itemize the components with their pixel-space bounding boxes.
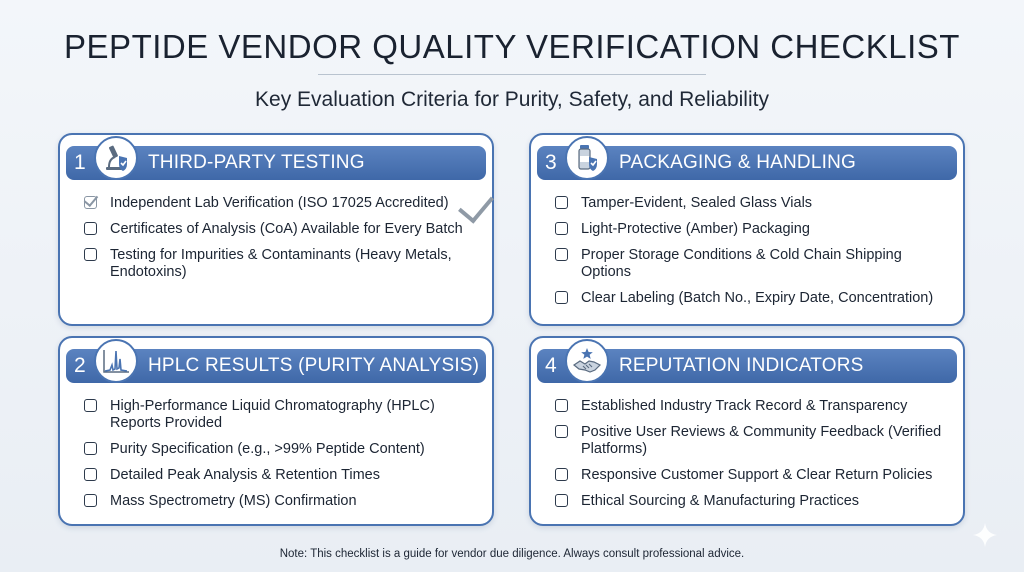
section-header <box>537 349 957 383</box>
section-header <box>66 146 486 180</box>
checklist-item <box>84 195 482 212</box>
section-number: 1 <box>74 151 86 174</box>
section-number: 4 <box>545 354 557 377</box>
section-third-party-testing <box>58 133 494 326</box>
checkbox[interactable] <box>555 399 568 412</box>
checklist-item <box>555 195 953 212</box>
sparkle-icon <box>972 522 998 548</box>
checklist-item-label: Clear Labeling (Batch No., Expiry Date, Concentration) <box>581 290 934 306</box>
checkbox[interactable] <box>84 468 97 481</box>
checkbox[interactable] <box>84 222 97 235</box>
checklist-item-label: Ethical Sourcing & Manufacturing Practices <box>581 493 860 509</box>
checklist-item-label: Proper Storage Conditions & Cold Chain Shipping Options <box>581 247 902 280</box>
page-subtitle: Key Evaluation Criteria for Purity, Safety, and Reliability <box>255 88 769 111</box>
checklist-item <box>84 247 482 281</box>
section-heading: HPLC RESULTS (PURITY ANALYSIS) <box>148 355 480 376</box>
section-number: 2 <box>74 354 86 377</box>
page-title: PEPTIDE VENDOR QUALITY VERIFICATION CHECKLIST <box>64 28 960 65</box>
checklist-item <box>555 398 953 415</box>
checklist <box>555 398 953 519</box>
checkbox[interactable] <box>555 248 568 261</box>
section-header <box>66 349 486 383</box>
checkbox[interactable] <box>555 468 568 481</box>
section-reputation-indicators <box>529 336 965 526</box>
handshake-star-icon <box>565 339 609 383</box>
microscope-shield-icon <box>94 136 138 180</box>
checklist-item-label: Positive User Reviews & Community Feedback (Verified Platforms) <box>581 424 942 457</box>
checklist-item-label: Mass Spectrometry (MS) Confirmation <box>110 493 357 509</box>
checklist <box>555 195 953 316</box>
section-hplc-results <box>58 336 494 526</box>
checkbox[interactable] <box>84 248 97 261</box>
checkbox[interactable] <box>555 291 568 304</box>
section-number: 3 <box>545 151 557 174</box>
checklist-item <box>555 493 953 510</box>
checkbox[interactable] <box>84 442 97 455</box>
chromatogram-icon <box>94 339 138 383</box>
checklist-item-label: Light-Protective (Amber) Packaging <box>581 221 810 237</box>
checkbox[interactable] <box>555 494 568 507</box>
checklist-item-label: High-Performance Liquid Chromatography (HPLC) Reports Provided <box>110 398 435 431</box>
checklist-item-label: Responsive Customer Support & Clear Return Policies <box>581 467 933 483</box>
checklist-item <box>555 221 953 238</box>
section-heading: REPUTATION INDICATORS <box>619 355 864 376</box>
checklist-item-label: Established Industry Track Record & Transparency <box>581 398 908 414</box>
checklist-item <box>555 247 953 281</box>
checklist <box>84 195 482 290</box>
checklist-item <box>555 467 953 484</box>
checklist <box>84 398 482 519</box>
footer-note: Note: This checklist is a guide for vendor due diligence. Always consult professional advice. <box>279 548 745 560</box>
section-packaging-handling <box>529 133 965 326</box>
checklist-item-label: Testing for Impurities & Contaminants (Heavy Metals, Endotoxins) <box>110 247 452 280</box>
checklist-item-label: Detailed Peak Analysis & Retention Times <box>110 467 380 483</box>
checkbox-checked[interactable] <box>84 196 97 209</box>
checklist-item <box>84 441 482 458</box>
checkbox[interactable] <box>84 494 97 507</box>
checklist-item-label: Tamper-Evident, Sealed Glass Vials <box>581 195 813 211</box>
checklist-item <box>555 290 953 307</box>
checkbox[interactable] <box>555 196 568 209</box>
vial-shield-icon <box>565 136 609 180</box>
section-header <box>537 146 957 180</box>
section-heading: PACKAGING & HANDLING <box>619 152 856 173</box>
checklist-item <box>84 398 482 432</box>
section-heading: THIRD-PARTY TESTING <box>148 152 365 173</box>
checklist-item <box>555 424 953 458</box>
checklist-item-label: Certificates of Analysis (CoA) Available for Every Batch <box>110 221 463 237</box>
checkbox[interactable] <box>84 399 97 412</box>
checkbox[interactable] <box>555 425 568 438</box>
title-divider <box>318 74 706 75</box>
checklist-item <box>84 467 482 484</box>
checkbox[interactable] <box>555 222 568 235</box>
checklist-item <box>84 221 482 238</box>
checklist-item <box>84 493 482 510</box>
checklist-item-label: Purity Specification (e.g., >99% Peptide Content) <box>110 441 425 457</box>
checklist-item-label: Independent Lab Verification (ISO 17025 Accredited) <box>110 195 449 211</box>
